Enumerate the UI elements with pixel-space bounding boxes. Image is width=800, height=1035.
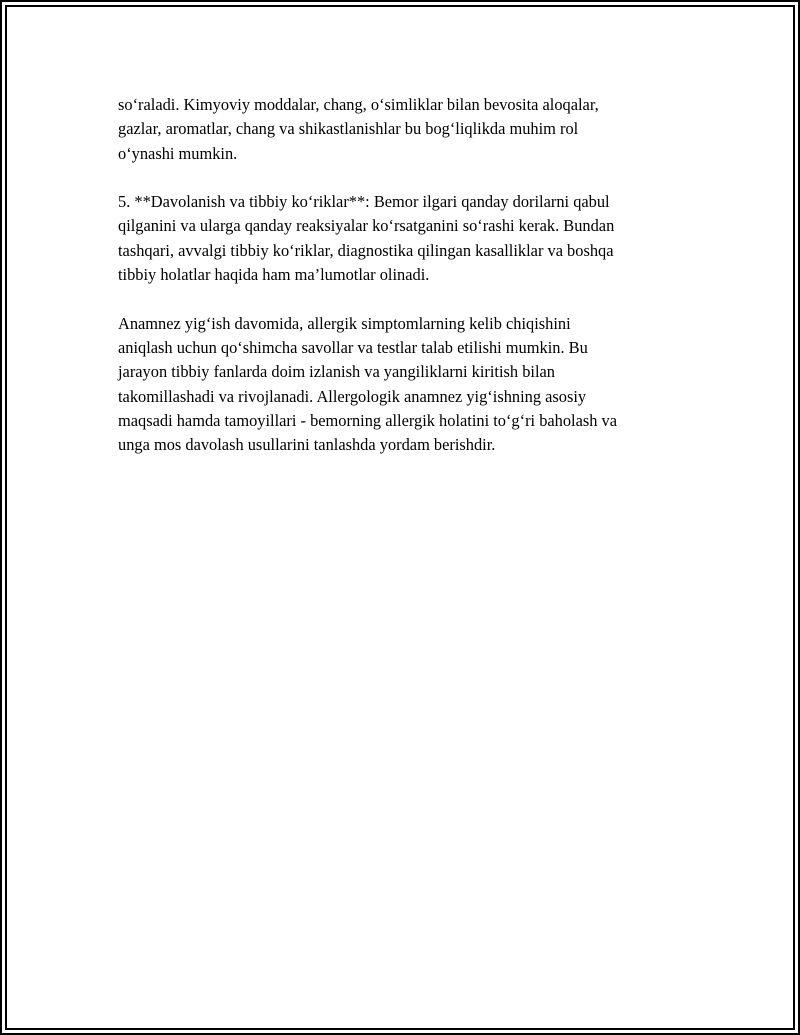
text-line: qilganini va ularga qanday reaksiyalar ko‘rsatganini so‘rashi kerak. Bundan — [118, 216, 615, 236]
text-line: tibbiy holatlar haqida ham ma’lumotlar olinadi. — [118, 265, 430, 285]
text-line: unga mos davolash usullarini tanlashda yordam berishdir. — [118, 435, 496, 455]
paragraph-continuation — [118, 93, 688, 166]
text-line: tashqari, avvalgi tibbiy ko‘riklar, diagnostika qilingan kasalliklar va boshqa — [118, 240, 614, 260]
text-line: aniqlash uchun qo‘shimcha savollar va testlar talab etilishi mumkin. Bu — [118, 337, 588, 357]
text-line: takomillashadi va rivojlanadi. Allergologik anamnez yig‘ishning asosiy — [118, 386, 587, 406]
document-body — [118, 93, 688, 482]
text-line: so‘raladi. Kimyoviy moddalar, chang, o‘simliklar bilan bevosita aloqalar, — [118, 95, 599, 114]
text-line: Anamnez yig‘ish davomida, allergik simptomlarning kelib chiqishini — [118, 313, 571, 333]
text-line: jarayon tibbiy fanlarda doim izlanish va yangiliklarni kiritish bilan — [118, 362, 555, 382]
text-line: o‘ynashi mumkin. — [118, 143, 238, 163]
paragraph-treatment-history — [118, 190, 688, 287]
text-line: maqsadi hamda tamoyillari - bemorning allergik holatini to‘g‘ri baholash va — [118, 410, 618, 430]
text-line: gazlar, aromatlar, chang va shikastlanishlar bu bog‘liqlikda muhim rol — [118, 119, 579, 139]
text-line: 5. **Davolanish va tibbiy ko‘riklar**: Bemor ilgari qanday dorilarni qabul — [118, 192, 610, 212]
paragraph-conclusion — [118, 312, 688, 458]
